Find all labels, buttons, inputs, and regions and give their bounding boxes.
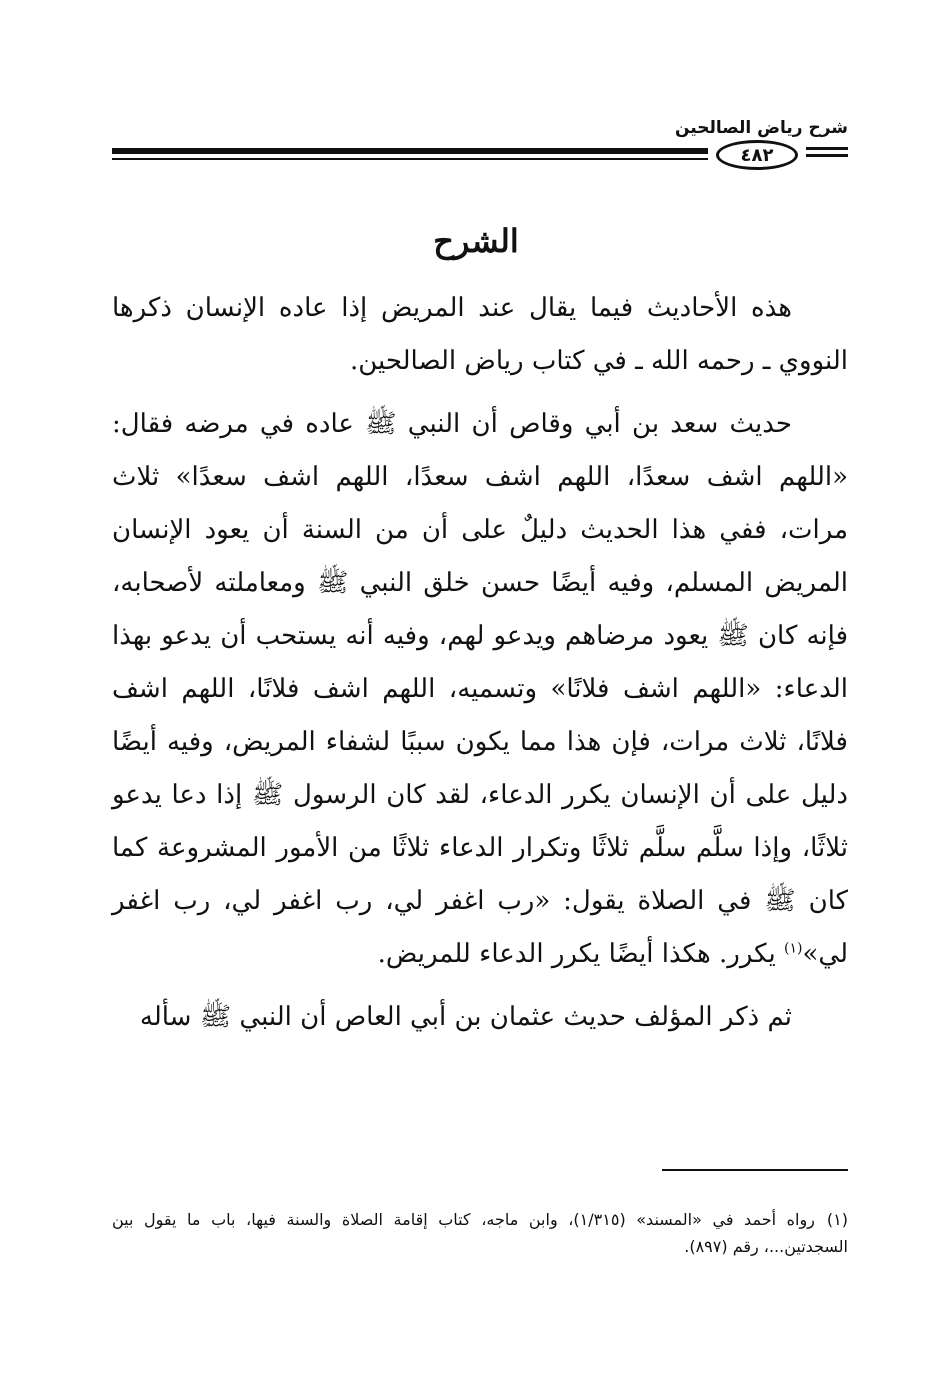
paragraph-hadith-uthman: ثم ذكر المؤلف حديث عثمان بن أبي العاص أن النبي ﷺ سأله (139, 1002, 792, 1032)
header-rule-thick (112, 148, 708, 154)
paragraph-hadith-saad-text: حديث سعد بن أبي وقاص أن النبي ﷺ عاده في مرضه فقال: «اللهم اشف سعدًا، اللهم اشف سعدًا، اللهم اشف سعدًا» ثلاث مرات، ففي هذا الحديث دليلٌ على أن من السنة أن يعود الإنسان المريض المسلم، وفيه أيضًا حسن خلق النبي ﷺ ومعاملته لأصحابه، فإنه كان ﷺ يعود مرضاهم ويدعو لهم، وفيه أنه يستحب أن يدعو بهذا الدعاء: «اللهم اشف فلانًا» وتسميه، اللهم اشف فلانًا، اللهم اشف فلانًا، ثلاث مرات، فإن هذا مما يكون سببًا لشفاء المريض، وفيه أيضًا دليل على أن الإنسان يكرر الدعاء، لقد كان الرسول ﷺ إذا دعا يدعو ثلاثًا، وإذا سلَّم سلَّم ثلاثًا وتكرار الدعاء ثلاثًا من الأمور المشروعة كما كان ﷺ في الصلاة يقول: «رب اغفر لي، رب اغفر لي، رب اغفر لي» (112, 409, 848, 969)
footnote (112, 1206, 848, 1260)
header-rule-thin (112, 158, 708, 160)
footnote-divider (662, 1169, 848, 1171)
page-number: ٤٨٢ (716, 140, 798, 170)
page-header (112, 118, 848, 178)
footnote-number: (١) (826, 1210, 848, 1229)
paragraph-intro: هذه الأحاديث فيما يقال عند المريض إذا عاده الإنسان ذكرها النووي ـ رحمه الله ـ في كتاب رياض الصالحين. (112, 293, 848, 376)
footnote-text: رواه أحمد في «المسند» (١/٣١٥)، وابن ماجه، كتاب إقامة الصلاة والسنة فيها، باب ما يقول بين السجدتين...، رقم (٨٩٧). (112, 1210, 848, 1256)
section-title: الشرح (433, 222, 519, 260)
header-ornament-lines (806, 147, 848, 161)
footnote-reference: (١) (784, 940, 803, 957)
paragraph-hadith-saad-end: يكرر. هكذا أيضًا يكرر الدعاء للمريض. (377, 939, 785, 969)
paragraph-hadith-saad (112, 398, 848, 981)
body-text (112, 282, 848, 1044)
book-title: شرح رياض الصالحين (674, 118, 848, 138)
